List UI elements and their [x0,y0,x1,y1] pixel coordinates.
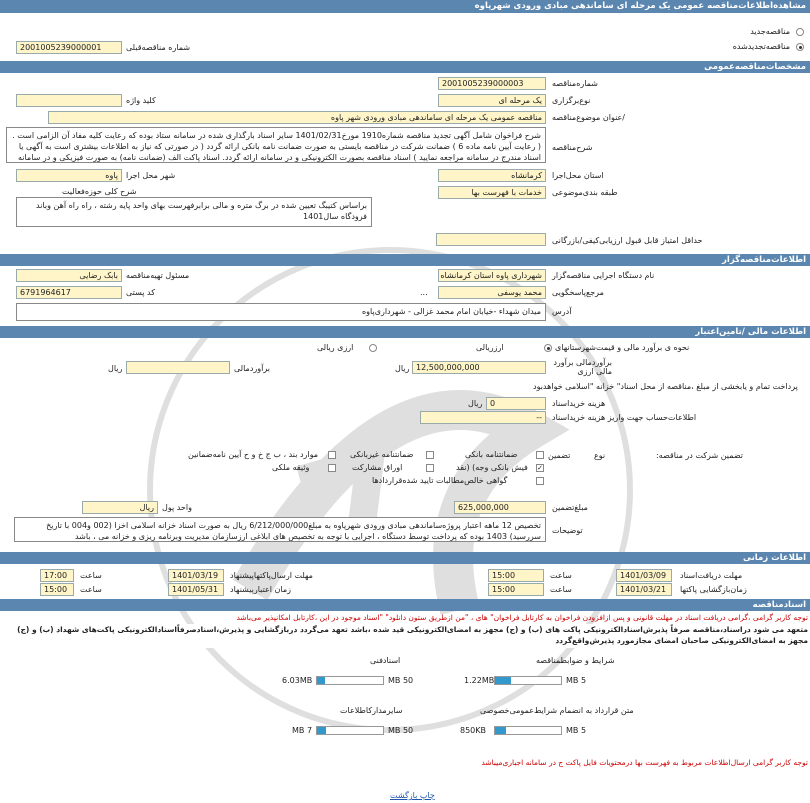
send-time: 17:00 [40,569,74,582]
tender-description-label: شرح‌مناقصه [552,143,593,152]
file-contract-label: متن قرارداد به انضمام شرایط‌عمومی‌خصوصی [480,706,634,715]
guarantee-bank-label: ضمانتنامه بانکی [465,450,518,459]
address-label: آدرس [552,307,572,316]
guarantee-bank-checkbox[interactable] [536,451,544,459]
address-field: میدان شهداء -خیابان امام محمد غزالی - شهرداری‌پاوه [16,303,546,321]
file-other-used: 7 MB [292,726,313,735]
section-timing: اطلاعات زمانی [0,552,810,564]
estimate-rial-label: ارزریالی [476,343,504,352]
purchase-fee-field: 0 [486,397,546,410]
notes-label: توضیحات [552,526,583,535]
file-tech-label: اسنادفنی [370,656,401,665]
guarantee-kind: تضمین [548,451,571,460]
guarantee-cert-checkbox[interactable] [536,477,544,485]
file-conditions-used: 1.22MB [464,676,495,685]
tender-number-field: 2001005239000003 [438,77,546,90]
file-conditions-progress [494,676,562,685]
min-score-label: حداقل امتیاز قابل قبول ارزیابی‌کیفی/بازرگانی [552,236,703,245]
tender-description: شرح فراخوان شامل آگهی تجدید مناقصه شماره1910 مورخ1401/02/31 سایر اسناد بارگذاری شده در سامانه ستاد بوده که رعایت کلیه مفاد آن الزامی است . ( رعایت آیین نامه ماده 6 ) ضمانت شرکت در مناقصه بایستی به صورت ضمانت نامه بانکی ارائه گردد ( در صورتی که نیاز به اطلاعات بیشتری است به آگهی یا اسناد مندرج در سامانه مراجعه نمایید ) اسناد مناقصه بصورت الکترونیکی و در سامانه ارائه گردد. اسناد پاکت الف (ضمانت نامه) به صورت فیزیکی و در سامانه [6,127,546,163]
open-time-label: ساعت [550,585,572,594]
guarantee-property-checkbox[interactable] [328,464,336,472]
receive-time: 15:00 [488,569,544,582]
estimate-fx-amount [126,361,230,374]
guarantee-nonbank-checkbox[interactable] [426,451,434,459]
estimate-type-label: نحوه ی برآورد مالی و قیمت‌شهرستانهای [555,343,690,352]
radio-renewed-label: مناقصه‌تجدیدشده [732,42,790,51]
file-contract-progress-fill [495,727,506,734]
validity-time: 15:00 [40,583,74,596]
estimate-fx-radio[interactable] [369,344,377,352]
prev-number-label: شماره مناقصه‌قبلی [126,43,191,52]
estimate-fx-label-2: برآوردمالی [234,364,270,373]
open-label: زمان‌بازگشایی پاکتها [680,585,747,594]
estimate-rial-amount: 12,500,000,000 [412,361,546,374]
notes-field: تخصیص 12 ماهه اعتبار پروژه‌ساماندهی مبادی ورودی شهرپاوه به مبلغ6/212/000/000 ریال به صورت اسناد خزانه اسلامی اخزا (002 و004 با تاریخ سررسید) 1403 بوده که پرداخت توسط دستگاه ، اجرایی با توجه به تخصیص های ابلاغی ارزسازمان مدیریت وبرنامه ریزی و خزانه می ، باشد [14,517,546,542]
file-tech-used: 6.03MB [282,676,313,685]
print-back-link[interactable]: چاپ بازگشت [390,791,435,800]
estimate-fx-unit: ریال [108,364,123,373]
tender-number-label: شماره‌مناقصه [552,79,599,88]
receive-label: مهلت دریافت‌اسناد [680,571,743,580]
file-contract-progress [494,726,562,735]
currency-unit-field: ریال [82,501,158,514]
guarantee-amount-field: 625,000,000 [454,501,546,514]
docs-note-commitment: متعهد می شود دراسناد،مناقصه صرفاً پذیرش‌اسنادالکترونیکی پاکت های (ب) و (ج) مجهز به امضای‌الکترونیکی قید شده ،باشد تعهد می‌گردد دربازگشایی و پذیرش،اسنادصرفاً‌اسنادالکترونیکی پاکت‌های شهداد (ب) و (ج) مجهز به امضای‌الکترونیکی صاحبان امضای مجازمورد پذیرش‌واقع‌گردد [4,624,808,648]
validity-date: 1401/05/31 [168,583,224,596]
postal-code-field: 6791964617 [16,286,122,299]
file-tech-progress [316,676,384,685]
reference-label: مرجع‌پاسخگویی [552,288,604,297]
guarantee-cert-label: گواهی خالص‌مطالبات تایید شده‌قراردادها [372,476,508,485]
payment-text: پرداخت تمام و یابخشی از مبلغ ،مناقصه از محل اسناد" خزانه "اسلامی خواهد‌بود [533,382,798,391]
guarantee-type-label: نوع [594,451,606,460]
city-label: شهر محل اجرا [126,171,176,180]
radio-renewed-tender[interactable] [796,43,804,51]
file-other-progress-fill [317,727,326,734]
purchase-account-field: -- [420,411,546,424]
city-field: پاوه [16,169,122,182]
activity-description: براساس کتیبگ تعیین شده در برگ متره و مالی برابرفهرست بهای واحد پایه رشته ، راه راه آهن وباند فرودگاه سال1401 [16,197,372,227]
min-score-field [436,233,546,246]
reference-more: ... [420,288,428,297]
send-time-label: ساعت [80,571,102,580]
guarantee-cash-label: فیش بانکی وجه) (نقد [456,463,528,472]
guarantee-other-checkbox[interactable] [328,451,336,459]
guarantee-bonds-label: اوراق مشارکت [352,463,403,472]
device-field: شهرداری پاوه استان کرمانشاه [438,269,546,282]
category-label: طبقه بندی‌موضوعی [552,188,618,197]
open-time: 15:00 [488,583,544,596]
tender-type-field: یک مرحله ای [438,94,546,107]
guarantee-nonbank-label: ضمانتنامه غیربانکی [350,450,414,459]
purchase-fee-label: هزینه خریداسناد [552,399,606,408]
estimate-rial-radio[interactable] [544,344,552,352]
section-finance: اطلاعات مالی /تامین‌اعتبار [0,326,810,338]
purchase-account-label: اطلاعات‌حساب جهت واریز هزینه خریداسناد [552,413,697,422]
official-label: مسئول تهیه‌مناقصه [126,271,190,280]
receive-time-label: ساعت [550,571,572,580]
section-general: مشخصات‌مناقصه‌عمومی [0,61,810,73]
file-other-max: 50 MB [388,726,414,735]
file-contract-used: 850KB [460,726,487,735]
file-tech-progress-fill [317,677,325,684]
file-conditions-max: 5 MB [566,676,587,685]
file-conditions-progress-fill [495,677,511,684]
keyword-label: کلید واژه [126,96,156,105]
send-label: مهلت ارسال‌پاکتهاپیشنهاد [230,571,313,580]
guarantee-amount-label: مبلغ‌تضمین [552,503,588,512]
keyword-field [16,94,122,107]
guarantee-other-label: موارد بند ، ب ج خ و ح آیین نامه‌ضمانین [188,450,319,459]
file-other-label: سایرمدارکاطلاعات [340,706,403,715]
tender-type-label: نوع‌برگزاری [552,96,591,105]
section-organizer: اطلاعات‌مناقصه‌گزار [0,254,810,266]
page-title: مشاهده‌اطلاعات‌مناقصه عمومی یک مرحله ای ساماندهی مبادی ورودی شهرپاوه [0,0,810,13]
docs-note-download: توجه کاربر گرامی ،گرامی دریافت اسناد در مهلت قانونی و پس ازافزودن فراخوان به کارتابل فراخوان" های ، "من ازطریق ستون دانلود" "اسناد موجود در این ،کارتابل امکانپذیر می‌باشد [236,613,808,622]
radio-new-label: مناقصه‌جدید [750,27,790,36]
file-other-progress [316,726,384,735]
activity-label: شرح کلی حوزه‌فعالیت [62,187,137,196]
prev-number-field: 2001005239000001 [16,41,122,54]
section-docs: اسناد‌مناقصه [0,599,810,611]
file-tech-max: 50 MB [388,676,414,685]
tender-title-field: مناقصه عمومی یک مرحله ای ساماندهی مبادی ورودی شهر پاوه [48,111,546,124]
receive-date: 1401/03/09 [616,569,672,582]
reference-field: محمد یوسفی [438,286,546,299]
file-contract-max: 5 MB [566,726,587,735]
guarantee-bonds-checkbox[interactable] [426,464,434,472]
province-label: استان محل‌اجرا [552,171,604,180]
province-field: کرمانشاه [438,169,546,182]
radio-new-tender[interactable] [796,28,804,36]
tender-title-label: /عنوان موضوع‌مناقصه [552,113,625,122]
estimate-rial-amount-label: برآوردمالی برآورد مالی ارزی [553,358,612,376]
estimate-rial-unit: ریال [395,364,410,373]
guarantee-property-label: وثیقه ملکی [272,463,310,472]
official-field: بابک رضایی [16,269,122,282]
send-date: 1401/03/19 [168,569,224,582]
validity-label: زمان اعتبارپیشنهاد [230,585,292,594]
validity-time-label: ساعت [80,585,102,594]
file-conditions-label: شرایط و ضوابطمناقصه [536,656,615,665]
guarantee-cash-checkbox[interactable]: ✓ [537,464,543,472]
postal-code-label: کد پستی [126,288,155,297]
purchase-fee-unit: ریال [468,399,483,408]
currency-unit-label: واحد پول [162,503,192,512]
open-date: 1401/03/21 [616,583,672,596]
category-field: خدمات با فهرست بها [438,186,546,199]
guarantee-label: تضمین شرکت در مناقصه: [656,451,744,460]
estimate-fx-label: ارزی ریالی [317,343,354,352]
device-label: نام دستگاه اجرایی مناقصه‌گزار [552,271,655,280]
docs-note-price-list: توجه کاربر گرامی ارسال‌اطلاعات مربوط به فهرست بها درمحتویات فایل پاکت ج در سامانه اجباری‌میباشد [481,758,808,767]
